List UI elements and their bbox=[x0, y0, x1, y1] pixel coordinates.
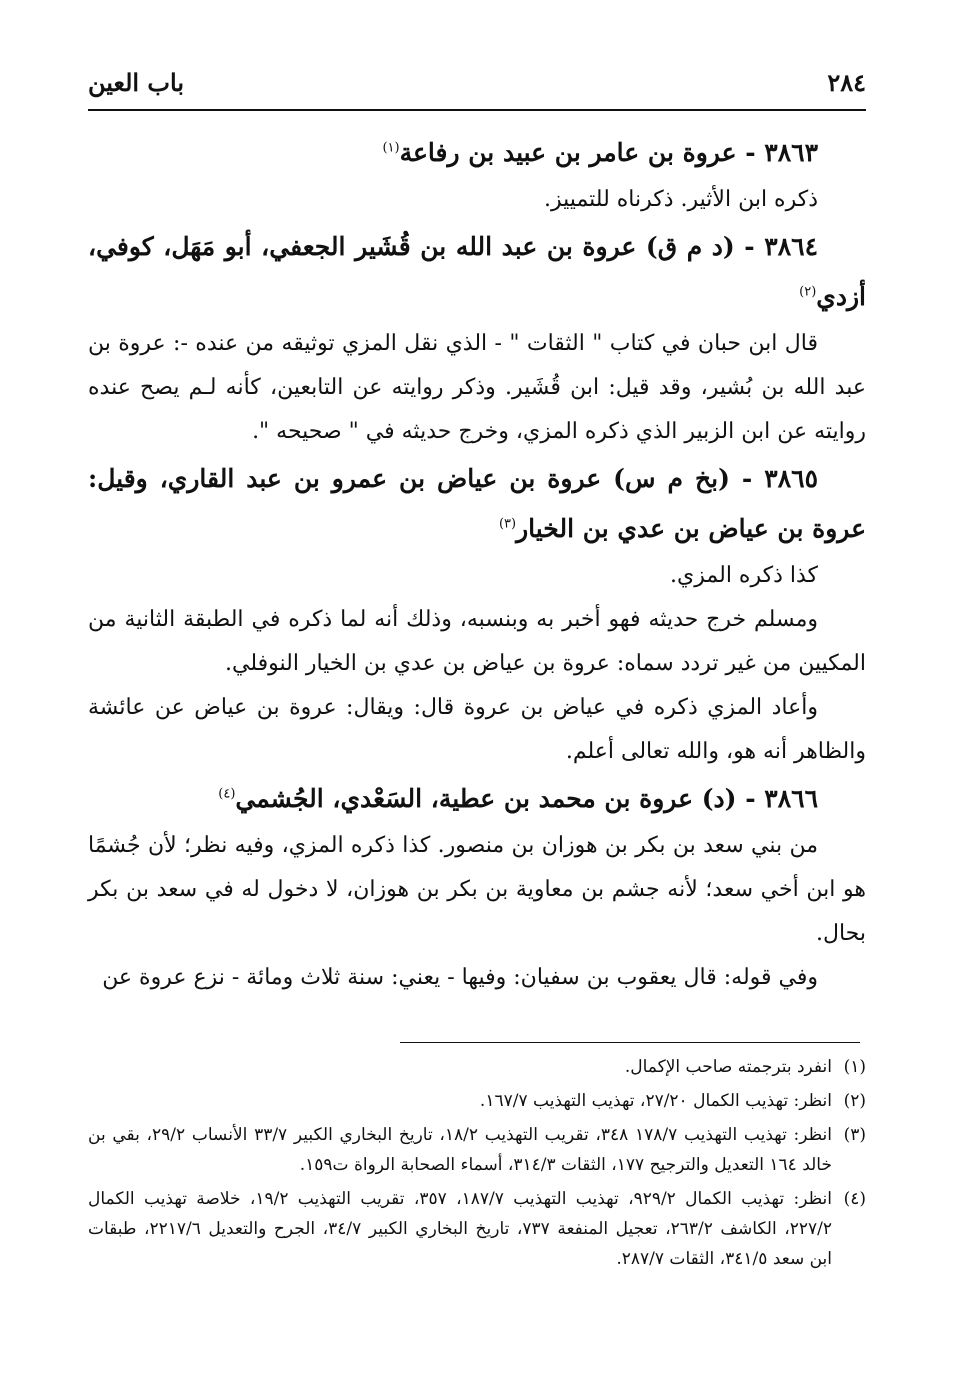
entry-paragraph: قال ابن حبان في كتاب " الثقات " - الذي نقل المزي توثيقه من عنده -: عروة بن عبد الله بن بُشير، وقد قيل: ابن قُشَير. وذكر روايته عن التابعين، كأنه لـم يصح عنده روايته عن ابن الزبير الذي ذكره المزي، وخرج حديثه في " صحيحه ". bbox=[88, 331, 866, 444]
footnote-ref: (١) bbox=[382, 140, 400, 156]
footnote-number: (٢) bbox=[843, 1091, 866, 1111]
entry-paragraph: كذا ذكره المزي. bbox=[670, 563, 818, 588]
entry-3863 bbox=[88, 128, 866, 222]
footnote-item bbox=[88, 1120, 866, 1180]
entry-title: ٣٨٦٦ - (د) عروة بن محمد بن عطية، السَعْدي، الجُشمي$^{(٤)}$ bbox=[218, 784, 818, 813]
footnote-text: انظر: تهذيب التهذيب ١٧٨/٧ ٣٤٨، تقريب التهذيب ١٨/٢، تاريخ البخاري الكبير ٣٣/٧ الأنساب ٢٩/٢، بقي بن خالد ١٦٤ التعديل والترجيح ١٧٧، الثقات ٣١٤/٣، أسماء الصحابة الرواة ت١٥٩. bbox=[88, 1125, 833, 1175]
page-header bbox=[88, 62, 866, 102]
entry-paragraph: من بني سعد بن بكر بن هوزان بن منصور. كذا ذكره المزي، وفيه نظر؛ لأن جُشمًا هو ابن أخي سعد؛ لأنه جشم بن معاوية بن بكر بن هوزان، لا دخول له في سعد بن بكر بحال. bbox=[88, 833, 866, 946]
chapter-title: باب العين bbox=[88, 67, 185, 97]
main-text bbox=[88, 128, 866, 1000]
entry-title: ٣٨٦٤ - (د م ق) عروة بن عبد الله بن قُشَير الجعفي، أبو مَهَل، كوفي، أزدي$^{(٢)}$ bbox=[88, 232, 866, 311]
entry-title: ٣٨٦٣ - عروة بن عامر بن عبيد بن رفاعة$^{(١)}$ bbox=[382, 138, 818, 167]
footnote-text: انظر: تهذيب الكمال ٩٢٩/٢، تهذيب التهذيب ١٨٧/٧، ٣٥٧، تقريب التهذيب ١٩/٢، خلاصة تهذيب الكمال ٢٢٧/٢، الكاشف ٢٦٣/٢، تعجيل المنفعة ٧٣٧، تاريخ البخاري الكبير ٣٤/٧، الجرح والتعديل ٢٢١٧/٦، طبقات ابن سعد ٣٤١/٥، الثقات ٢٨٧/٧. bbox=[88, 1189, 832, 1269]
entry-3865 bbox=[88, 454, 866, 774]
footnote-number: (١) bbox=[843, 1057, 866, 1077]
footnote-item bbox=[88, 1086, 866, 1116]
entry-paragraph: وفي قوله: قال يعقوب بن سفيان: وفيها - يعني: سنة ثلاث ومائة - نزع عروة عن bbox=[102, 965, 818, 990]
footnote-divider bbox=[400, 1042, 860, 1043]
entry-3864 bbox=[88, 222, 866, 454]
footnote-ref: (٢) bbox=[799, 284, 817, 300]
entry-paragraph: ذكره ابن الأثير. ذكرناه للتمييز. bbox=[544, 187, 818, 212]
footnote-ref: (٤) bbox=[218, 786, 236, 802]
header-divider bbox=[88, 109, 866, 111]
footnote-item bbox=[88, 1052, 866, 1082]
footnote-item bbox=[88, 1184, 866, 1274]
entry-3866 bbox=[88, 774, 866, 1000]
footnote-ref: (٣) bbox=[498, 516, 517, 532]
footnote-text: انفرد بترجمته صاحب الإكمال. bbox=[624, 1057, 832, 1077]
page-number: ٢٨٤ bbox=[827, 67, 866, 97]
footnote-number: (٤) bbox=[843, 1189, 866, 1209]
entry-paragraph: وأعاد المزي ذكره في عياض بن عروة قال: ويقال: عروة بن عياض عن عائشة والظاهر أنه هو، والله تعالى أعلم. bbox=[88, 695, 866, 764]
footnote-text: انظر: تهذيب الكمال ٢٧/٢٠، تهذيب التهذيب ١٦٧/٧. bbox=[479, 1091, 832, 1111]
footnote-number: (٣) bbox=[843, 1125, 866, 1145]
entry-paragraph: ومسلم خرج حديثه فهو أخبر به وبنسبه، وذلك أنه لما ذكره في الطبقة الثانية من المكيين من غير تردد سماه: عروة بن عياض بن عدي بن الخيار النوفلي. bbox=[88, 607, 866, 676]
footnotes bbox=[88, 1052, 866, 1278]
entry-title: ٣٨٦٥ - (بخ م س) عروة بن عياض بن عمرو بن عبد القاري، وقيل: عروة بن عياض بن عدي بن الخيار$^{(٣)}$ bbox=[88, 464, 866, 543]
